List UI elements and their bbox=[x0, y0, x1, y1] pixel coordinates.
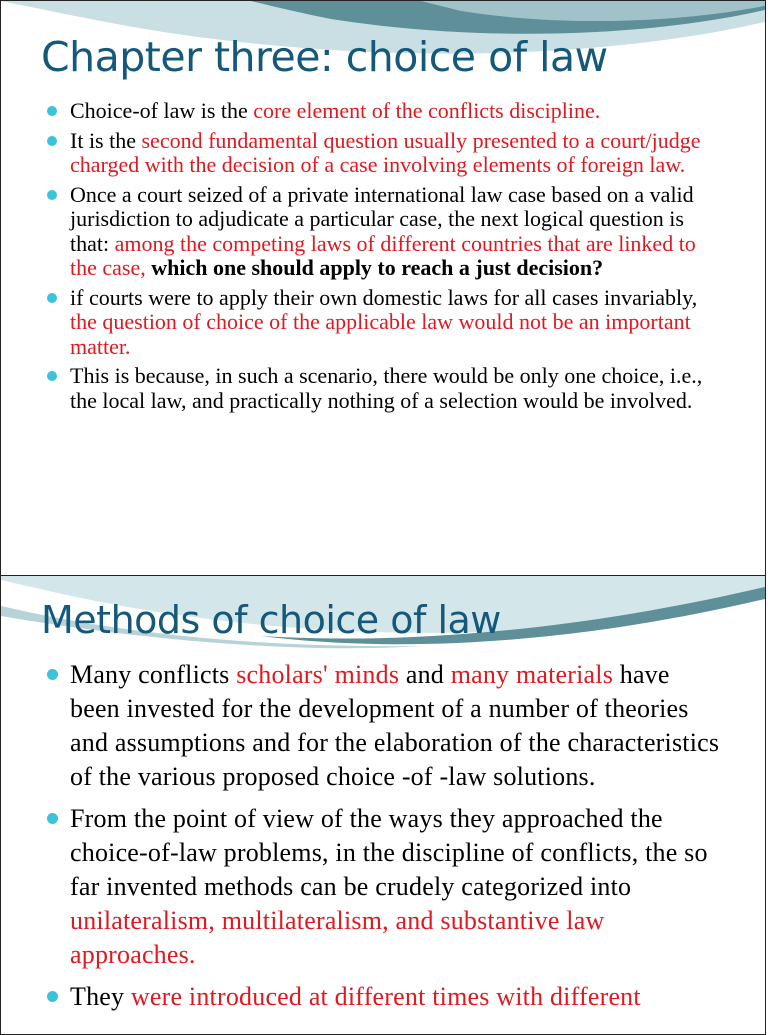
bullet-text: Choice-of law is the bbox=[70, 98, 254, 123]
bullet-text: Many conflicts bbox=[70, 660, 237, 689]
bullet-emphasis: many materials bbox=[450, 660, 614, 689]
bullet-emphasis: were introduced at different times with different bbox=[130, 982, 641, 1011]
bullet-text: It is the bbox=[70, 127, 142, 153]
list-item bbox=[47, 99, 725, 124]
bullet-emphasis: among the competing laws of different countries that are linked to the case, bbox=[70, 230, 696, 280]
bullet-text: This is because, in such a scenario, there would be only one choice, i.e., the local law, and practically nothing of a selection would be involved. bbox=[70, 363, 703, 413]
bullet-icon bbox=[47, 106, 57, 116]
list-item bbox=[47, 183, 725, 281]
bullet-icon bbox=[47, 813, 58, 824]
bullet-text: From the point of view of the ways they approached the choice-of-law problems, in the discipline of conflicts, the so far invented methods can be crudely categorized into bbox=[70, 804, 708, 901]
list-item bbox=[47, 286, 725, 360]
bullet-emphasis: core element of the conflicts discipline. bbox=[253, 98, 601, 123]
list-item bbox=[47, 364, 725, 413]
bullet-icon bbox=[47, 293, 57, 303]
bullet-emphasis: the question of choice of the applicable law would not be an important matter. bbox=[70, 309, 691, 359]
bullet-text: They bbox=[70, 982, 131, 1011]
bullet-list bbox=[47, 658, 725, 1022]
bullet-icon bbox=[47, 136, 57, 146]
bullet-icon bbox=[47, 190, 57, 200]
bullet-emphasis: unilateralism, multilateralism, and substantive law approaches. bbox=[70, 906, 605, 969]
bullet-icon bbox=[47, 371, 57, 381]
slide-title: Chapter three: choice of law bbox=[41, 33, 608, 81]
bullet-text: Once a court seized of a private international law case based on a valid jurisdiction to adjudicate a particular case, the next logical question is that: bbox=[70, 181, 694, 256]
list-item bbox=[47, 658, 725, 794]
list-item bbox=[47, 129, 725, 178]
bullet-emphasis: second fundamental question usually presented to a court/judge charged with the decision of a case involving elements of foreign law. bbox=[70, 127, 701, 177]
bullet-text: and bbox=[399, 660, 451, 689]
list-item bbox=[47, 802, 725, 972]
bullet-emphasis: scholars' minds bbox=[236, 660, 400, 689]
bullet-icon bbox=[47, 991, 58, 1002]
bullet-bold-question: which one should apply to reach a just decision? bbox=[151, 255, 604, 280]
list-item bbox=[47, 980, 725, 1014]
slide-methods-of-choice bbox=[0, 575, 766, 1035]
slide-title: Methods of choice of law bbox=[41, 598, 501, 642]
bullet-text: have been invested for the development of a number of theories and assumptions and for the elaboration of the characteristics of the various proposed choice -of -law solutions. bbox=[70, 660, 720, 791]
bullet-icon bbox=[47, 669, 58, 680]
bullet-list bbox=[47, 99, 725, 418]
bullet-text: if courts were to apply their own domestic laws for all cases invariably, bbox=[70, 284, 698, 310]
